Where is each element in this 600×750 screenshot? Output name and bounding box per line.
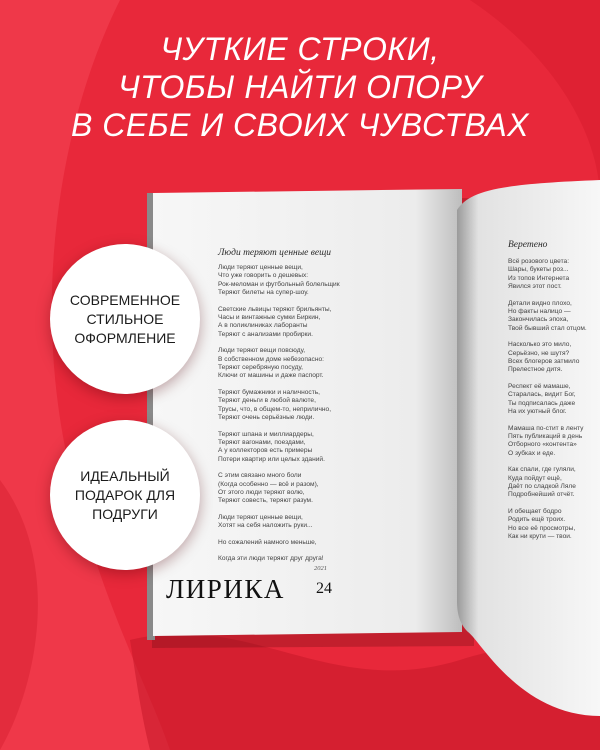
poem-line: Всё розового цвета: [508, 258, 570, 265]
headline-line: ЧУТКИЕ СТРОКИ, [160, 31, 440, 67]
badge-line: ПОДРУГИ [92, 505, 158, 522]
stanza [218, 472, 458, 506]
poem-line: Родить ещё троих. [508, 516, 566, 524]
poem-line: Теряют бумажники и наличность, [218, 388, 321, 396]
badge-line: ОФОРМЛЕНИЕ [74, 329, 176, 346]
section-title: ЛИРИКА [166, 574, 285, 604]
poem-line: Твой бывший стал отцом. [508, 324, 587, 332]
poem-line: Отборного «контента» [508, 441, 577, 449]
badge-line: ИДЕАЛЬНЫЙ [80, 467, 170, 484]
poem-line: Мамаша по-стит в ленту [508, 424, 584, 432]
stanza [508, 425, 598, 459]
stanza [218, 389, 458, 423]
headline-line: ЧТОБЫ НАЙТИ ОПОРУ [118, 69, 482, 105]
stanza [218, 539, 458, 547]
poem-line: Как ни крути — твои. [508, 532, 572, 540]
poem-line: В собственном доме небезопасно: [218, 355, 324, 363]
poem-line: Светские львицы теряют брильянты, [218, 305, 332, 313]
poem-line: Ты подписалась даже [508, 399, 576, 407]
poem-line: Но все её просмотры, [508, 524, 576, 532]
poem-line: Всех блогеров затмило [508, 358, 580, 366]
poem-line: (Когда особенно — всё и разом), [218, 480, 319, 488]
poem-line: Из топов Интернета [508, 274, 570, 282]
poem-line: О зубках и еде. [508, 449, 556, 457]
poem-line: Закончилась эпоха, [508, 316, 569, 324]
poem-line: Старалась, видит Бог, [508, 391, 576, 399]
poem-line: Теряют с анализами пробирки. [218, 330, 313, 338]
stanza [508, 466, 598, 500]
headline-line: В СЕБЕ И СВОИХ ЧУВСТВАХ [71, 107, 529, 143]
page-number: 24 [316, 580, 332, 597]
poem-line: Теряют очень серьёзные люди. [218, 414, 315, 422]
poem-line: Теряют серебряную посуду, [218, 364, 303, 372]
poem-line: Люди теряют ценные вещи, [218, 264, 303, 271]
poem-line: От этого люди теряют волю, [218, 488, 305, 496]
poem-line: Но факты налицо — [508, 308, 571, 316]
stanza [218, 555, 458, 563]
poem-line: Но сожалений намного меньше, [218, 538, 317, 546]
poem-line: Пять публикаций в день [508, 432, 583, 440]
poem-line: Потери квартир или целых зданий. [218, 455, 325, 463]
stanza [218, 306, 458, 340]
right-page [508, 240, 598, 541]
poem-line: С этим связано много боли [218, 472, 302, 480]
stanza [218, 431, 458, 465]
poem-line: Рок-меломан и футбольный болельщик [218, 280, 340, 288]
stanza [508, 258, 598, 292]
stanza [508, 383, 598, 417]
stanza [218, 347, 458, 381]
feature-badge-design [50, 244, 200, 394]
poem-line: Прелестное дитя. [508, 366, 563, 374]
stanza [218, 264, 458, 298]
stanza [508, 341, 598, 375]
poem-line: И обещает бодро [508, 507, 562, 515]
poem-line: А в поликлиниках лаборанты [218, 322, 308, 330]
poem-line: Что уже говорить о дешевых: [218, 272, 309, 280]
poem-line: Часы и винтажные сумки Биркин, [218, 314, 321, 322]
badge-line: СОВРЕМЕННОЕ [69, 291, 181, 308]
poem-line: Теряют шпана и миллиардеры, [218, 430, 314, 438]
poem-line: Насколько это мило, [508, 341, 572, 349]
poem-line: Теряют совесть, теряют разум. [218, 497, 313, 505]
poem-line: Респект её мамаше, [508, 382, 571, 390]
poem-line: Куда пойдут ещё, [508, 474, 562, 482]
poem-line: Когда эти люди теряют друг друга! [218, 554, 324, 562]
poem-line: Люди теряют ценные вещи, [218, 513, 303, 521]
poem-line: Ключи от машины и даже паспорт. [218, 372, 324, 380]
poem-line: Даёт по сладкой Ляле [508, 482, 576, 490]
badge-line: СТИЛЬНОЕ [86, 310, 164, 327]
poem-line: Как спали, где гуляли, [508, 466, 576, 474]
poem-title: Люди теряют ценные вещи [218, 248, 332, 258]
feature-badge-gift [50, 420, 200, 570]
stanza [508, 508, 598, 542]
poem-year: 2021 [314, 565, 327, 573]
poem-line: На их уютный блог. [508, 408, 567, 416]
poem-line: А у коллекторов есть примеры [218, 447, 313, 455]
poem-line: Детали видно плохо, [508, 299, 572, 307]
poem-line: Подробнейший отчёт. [508, 491, 575, 499]
poem-line: Шары, букеты роз... [508, 266, 569, 274]
poem-line: Серьёзно, не шутя? [508, 349, 570, 357]
poem-line: Трусы, что, в общем-то, неприлично, [218, 405, 332, 413]
poem-line: Люди теряют вещи повсюду, [218, 347, 306, 355]
poem-line: Теряют вагонами, поездами, [218, 438, 306, 446]
left-page [218, 248, 458, 572]
poem-line: Явился этот пост. [508, 283, 562, 291]
poem-line: Хотят на себя наложить руки... [218, 522, 313, 530]
poem-line: Теряют билеты на супер-шоу. [218, 289, 309, 297]
poem-line: Теряют деньги в любой валюте, [218, 397, 316, 405]
stanza [508, 300, 598, 334]
badge-line: ПОДАРОК ДЛЯ [74, 486, 176, 503]
poem-title: Веретено [508, 240, 548, 250]
stanza [218, 514, 458, 531]
